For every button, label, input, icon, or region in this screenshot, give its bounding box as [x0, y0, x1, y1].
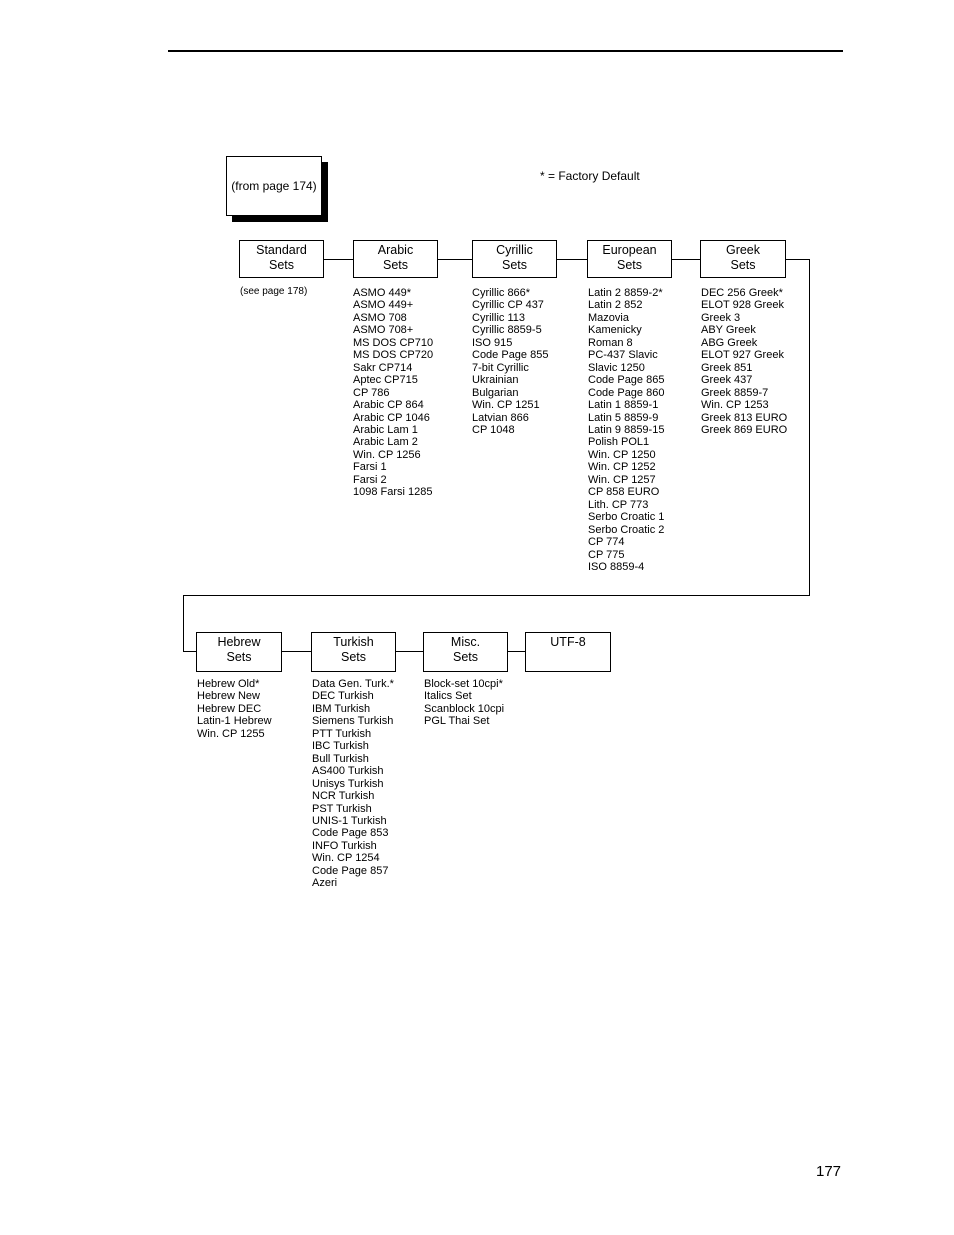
list-item: PTT Turkish [312, 727, 372, 740]
list-item: Win. CP 1250 [588, 448, 656, 461]
list-item: Latvian 866 [472, 411, 529, 424]
list-item: ELOT 927 Greek [701, 349, 784, 362]
list-item: PST Turkish [312, 802, 372, 815]
list-item: IBM Turkish [312, 702, 371, 715]
turkish-sets-line2: Sets [340, 650, 366, 664]
list-item: Arabic Lam 1 [353, 423, 418, 436]
arabic-sets-list [353, 287, 433, 499]
list-item: Sakr CP714 [353, 361, 413, 374]
list-item: Win. CP 1253 [701, 399, 769, 412]
cyrillic-sets-list [472, 287, 548, 436]
list-item: ABY Greek [701, 324, 756, 337]
list-item: Arabic CP 1046 [353, 411, 430, 424]
arabic-sets-line2: Sets [382, 258, 408, 272]
standard-sets-box [239, 240, 324, 278]
connector-greek-right [785, 259, 810, 260]
connector-right-down [809, 259, 810, 596]
greek-sets-line2: Sets [730, 258, 756, 272]
header-rule [168, 50, 843, 52]
list-item: Cyrillic 113 [472, 311, 525, 324]
list-item: Code Page 860 [588, 386, 665, 399]
list-item: Hebrew DEC [197, 702, 262, 715]
from-page-label: (from page 174) [231, 179, 317, 193]
turkish-sets-list [312, 678, 394, 890]
connector-standard-arabic [323, 259, 353, 260]
hebrew-sets-line1: Hebrew [217, 635, 261, 649]
arabic-sets-box [353, 240, 438, 278]
list-item: Latin-1 Hebrew [197, 715, 272, 728]
list-item: Farsi 1 [353, 461, 387, 474]
list-item: Cyrillic 8859-5 [472, 324, 542, 337]
factory-default-note: * = Factory Default [540, 169, 640, 183]
list-item: Farsi 2 [353, 473, 387, 486]
connector-hebrew-turkish [281, 651, 311, 652]
list-item: Bulgarian [472, 386, 519, 399]
misc-sets-list [424, 678, 504, 728]
list-item: ASMO 708 [353, 311, 407, 324]
list-item: Latin 2 8859-2* [588, 287, 663, 299]
cyrillic-sets-box [472, 240, 557, 278]
connector-into-hebrew [183, 651, 196, 652]
list-item: Latin 5 8859-9 [588, 411, 659, 424]
list-item: Greek 3 [701, 311, 741, 324]
list-item: 1098 Farsi 1285 [353, 486, 433, 499]
connector-cyrillic-european [556, 259, 588, 260]
connector-left-down [183, 595, 184, 651]
from-page-box [226, 156, 322, 216]
misc-sets-line1: Misc. [450, 635, 481, 649]
list-item: Hebrew Old* [197, 678, 260, 690]
list-item: ASMO 708+ [353, 324, 414, 337]
list-item: DEC 256 Greek* [701, 287, 783, 299]
arabic-sets-line1: Arabic [377, 243, 414, 257]
list-item: Cyrillic 866* [472, 287, 531, 299]
utf8-box [525, 632, 611, 672]
list-item: Arabic Lam 2 [353, 436, 418, 449]
list-item: Data Gen. Turk.* [312, 678, 394, 690]
connector-arabic-cyrillic [437, 259, 472, 260]
greek-sets-line1: Greek [725, 243, 761, 257]
list-item: Code Page 857 [312, 864, 389, 877]
list-item: Ukrainian [472, 374, 519, 387]
list-item: ELOT 928 Greek [701, 299, 784, 312]
list-item: CP 1048 [472, 423, 515, 436]
european-sets-line2: Sets [616, 258, 642, 272]
list-item: UNIS-1 Turkish [312, 814, 387, 827]
list-item: Azeri [312, 877, 338, 890]
list-item: Latin 1 8859-1 [588, 399, 659, 412]
list-item: Bull Turkish [312, 752, 369, 765]
list-item: Greek 851 [701, 361, 753, 374]
list-item: ASMO 449+ [353, 299, 414, 312]
list-item: MS DOS CP710 [353, 336, 434, 349]
list-item: IBC Turkish [312, 740, 369, 753]
list-item: Lith. CP 773 [588, 498, 649, 511]
list-item: ISO 8859-4 [588, 560, 645, 573]
turkish-sets-line1: Turkish [333, 635, 374, 649]
connector-misc-utf8 [507, 651, 525, 652]
list-item: Greek 813 EURO [701, 411, 788, 424]
list-item: Code Page 855 [472, 349, 549, 362]
list-item: Hebrew New [197, 690, 260, 703]
list-item: Code Page 865 [588, 374, 665, 387]
list-item: NCR Turkish [312, 790, 375, 803]
list-item: Slavic 1250 [588, 361, 645, 374]
connector-european-greek [671, 259, 701, 260]
list-item: Greek 869 EURO [701, 423, 788, 436]
list-item: AS400 Turkish [312, 765, 384, 778]
greek-sets-list [701, 287, 787, 436]
list-item: Greek 437 [701, 374, 753, 387]
hebrew-sets-list [197, 678, 272, 740]
list-item: PGL Thai Set [424, 715, 490, 728]
list-item: CP 858 EURO [588, 486, 660, 499]
list-item: Polish POL1 [588, 436, 650, 449]
cyrillic-sets-line2: Sets [501, 258, 527, 272]
list-item: ABG Greek [701, 336, 758, 349]
list-item: Arabic CP 864 [353, 399, 424, 412]
turkish-sets-box [311, 632, 396, 672]
list-item: Cyrillic CP 437 [472, 299, 544, 312]
list-item: Unisys Turkish [312, 777, 384, 790]
greek-sets-box [700, 240, 786, 278]
page-number: 177 [816, 1163, 842, 1180]
misc-sets-box [423, 632, 508, 672]
connector-turkish-misc [395, 651, 423, 652]
list-item: Win. CP 1254 [312, 852, 380, 865]
list-item: Win. CP 1257 [588, 473, 656, 486]
list-item: CP 775 [588, 548, 625, 561]
list-item: Code Page 853 [312, 827, 389, 840]
list-item: ISO 915 [472, 336, 513, 349]
list-item: INFO Turkish [312, 839, 377, 852]
european-sets-box [587, 240, 672, 278]
see-page-note: (see page 178) [240, 286, 308, 297]
hebrew-sets-box [196, 632, 282, 672]
list-item: Latin 2 852 [588, 299, 643, 312]
list-item: Win. CP 1251 [472, 399, 540, 412]
connector-wrap-across [183, 595, 810, 596]
list-item: Greek 8859-7 [701, 386, 769, 399]
list-item: Scanblock 10cpi [424, 702, 505, 715]
list-item: Siemens Turkish [312, 715, 394, 728]
list-item: CP 774 [588, 536, 625, 549]
standard-sets-line1: Standard [256, 243, 307, 257]
list-item: Italics Set [424, 690, 472, 703]
list-item: Win. CP 1256 [353, 448, 421, 461]
list-item: Aptec CP715 [353, 374, 418, 387]
list-item: Mazovia [588, 311, 629, 324]
utf8-label: UTF-8 [550, 635, 586, 649]
list-item: 7-bit Cyrillic [472, 361, 529, 374]
european-sets-line1: European [602, 243, 657, 257]
list-item: DEC Turkish [312, 690, 374, 703]
list-item: MS DOS CP720 [353, 349, 434, 362]
cyrillic-sets-line1: Cyrillic [496, 243, 533, 257]
list-item: Win. CP 1255 [197, 727, 265, 740]
list-item: CP 786 [353, 386, 390, 399]
list-item: Roman 8 [588, 336, 633, 349]
standard-sets-line2: Sets [268, 258, 294, 272]
list-item: Serbo Croatic 2 [588, 523, 665, 536]
list-item: Kamenicky [588, 324, 642, 337]
list-item: Serbo Croatic 1 [588, 511, 665, 524]
hebrew-sets-line2: Sets [226, 650, 252, 664]
list-item: PC-437 Slavic [588, 349, 658, 362]
list-item: Win. CP 1252 [588, 461, 656, 474]
list-item: Latin 9 8859-15 [588, 423, 665, 436]
misc-sets-line2: Sets [452, 650, 478, 664]
european-sets-list [588, 287, 664, 573]
list-item: Block-set 10cpi* [424, 678, 503, 690]
list-item: ASMO 449* [353, 287, 412, 299]
